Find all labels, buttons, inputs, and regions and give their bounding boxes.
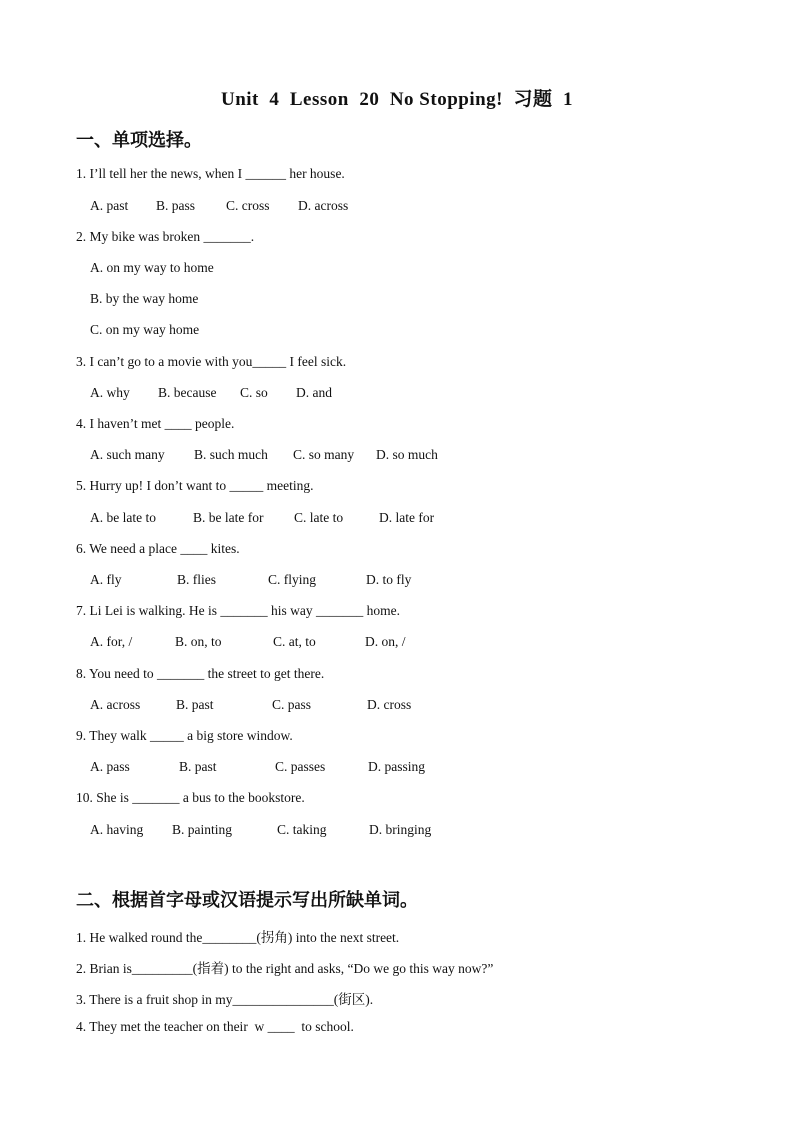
option-b: B. flies bbox=[177, 572, 216, 587]
option-a: A. across bbox=[90, 697, 141, 712]
option-d: D. cross bbox=[367, 697, 412, 712]
option-d: D. on, / bbox=[365, 634, 406, 649]
section-1-heading: 一、单项选择。 bbox=[76, 130, 202, 151]
option-b: B. past bbox=[179, 759, 217, 774]
option-b: B. such much bbox=[194, 447, 268, 462]
question-3-options bbox=[90, 385, 510, 403]
question-1-options bbox=[90, 198, 510, 216]
option-a: A. fly bbox=[90, 572, 122, 587]
option-d: D. to fly bbox=[366, 572, 412, 587]
worksheet-title: Unit 4 Lesson 20 No Stopping! 习题 1 bbox=[220, 89, 574, 110]
option-a: A. past bbox=[90, 198, 129, 213]
option-b: B. pass bbox=[156, 198, 196, 213]
question-6: 6. We need a place ____ kites. bbox=[76, 541, 240, 556]
option-c: C. pass bbox=[272, 697, 312, 712]
option-a: A. pass bbox=[90, 759, 130, 774]
option-d: D. across bbox=[298, 198, 349, 213]
fill-item-4: 4. They met the teacher on their w ____ to school. bbox=[76, 1019, 354, 1034]
option-b: B. by the way home bbox=[90, 291, 199, 306]
option-b: B. because bbox=[158, 385, 217, 400]
option-a: A. such many bbox=[90, 447, 165, 462]
option-a: A. be late to bbox=[90, 510, 156, 525]
fill-item-2: 2. Brian is_________(指着) to the right and asks, “Do we go this way now?” bbox=[76, 961, 494, 976]
fill-item-3: 3. There is a fruit shop in my_______________(街区). bbox=[76, 992, 374, 1007]
option-b: B. past bbox=[176, 697, 214, 712]
question-4-options bbox=[90, 447, 510, 465]
question-3: 3. I can’t go to a movie with you_____ I feel sick. bbox=[76, 354, 347, 369]
question-5: 5. Hurry up! I don’t want to _____ meeting. bbox=[76, 478, 314, 493]
option-d: D. passing bbox=[368, 759, 425, 774]
option-c: C. at, to bbox=[273, 634, 316, 649]
option-b: B. on, to bbox=[175, 634, 222, 649]
option-d: D. bringing bbox=[369, 822, 432, 837]
option-d: D. and bbox=[296, 385, 332, 400]
option-d: D. so much bbox=[376, 447, 438, 462]
question-8: 8. You need to _______ the street to get there. bbox=[76, 666, 325, 681]
option-d: D. late for bbox=[379, 510, 435, 525]
option-c: C. on my way home bbox=[90, 322, 200, 337]
option-b: B. painting bbox=[172, 822, 232, 837]
question-9-options bbox=[90, 759, 510, 777]
question-10: 10. She is _______ a bus to the bookstore. bbox=[76, 790, 305, 805]
question-4: 4. I haven’t met ____ people. bbox=[76, 416, 235, 431]
option-c: C. cross bbox=[226, 198, 270, 213]
question-2: 2. My bike was broken _______. bbox=[76, 229, 255, 244]
option-a: A. for, / bbox=[90, 634, 133, 649]
question-10-options bbox=[90, 822, 510, 840]
question-7: 7. Li Lei is walking. He is _______ his way _______ home. bbox=[76, 603, 400, 618]
option-a: A. on my way to home bbox=[90, 260, 214, 275]
option-c: C. so many bbox=[293, 447, 355, 462]
fill-item-1: 1. He walked round the________(拐角) into the next street. bbox=[76, 930, 400, 945]
option-a: A. having bbox=[90, 822, 144, 837]
option-c: C. taking bbox=[277, 822, 327, 837]
question-6-options bbox=[90, 572, 510, 590]
option-a: A. why bbox=[90, 385, 130, 400]
question-9: 9. They walk _____ a big store window. bbox=[76, 728, 293, 743]
section-2-heading: 二、根据首字母或汉语提示写出所缺单词。 bbox=[76, 890, 418, 911]
option-b: B. be late for bbox=[193, 510, 264, 525]
option-c: C. late to bbox=[294, 510, 344, 525]
option-c: C. so bbox=[240, 385, 268, 400]
option-c: C. passes bbox=[275, 759, 326, 774]
option-c: C. flying bbox=[268, 572, 317, 587]
question-1: 1. I’ll tell her the news, when I ______ her house. bbox=[76, 166, 345, 181]
question-5-options bbox=[90, 510, 510, 528]
question-8-options bbox=[90, 697, 510, 715]
question-7-options bbox=[90, 634, 510, 652]
